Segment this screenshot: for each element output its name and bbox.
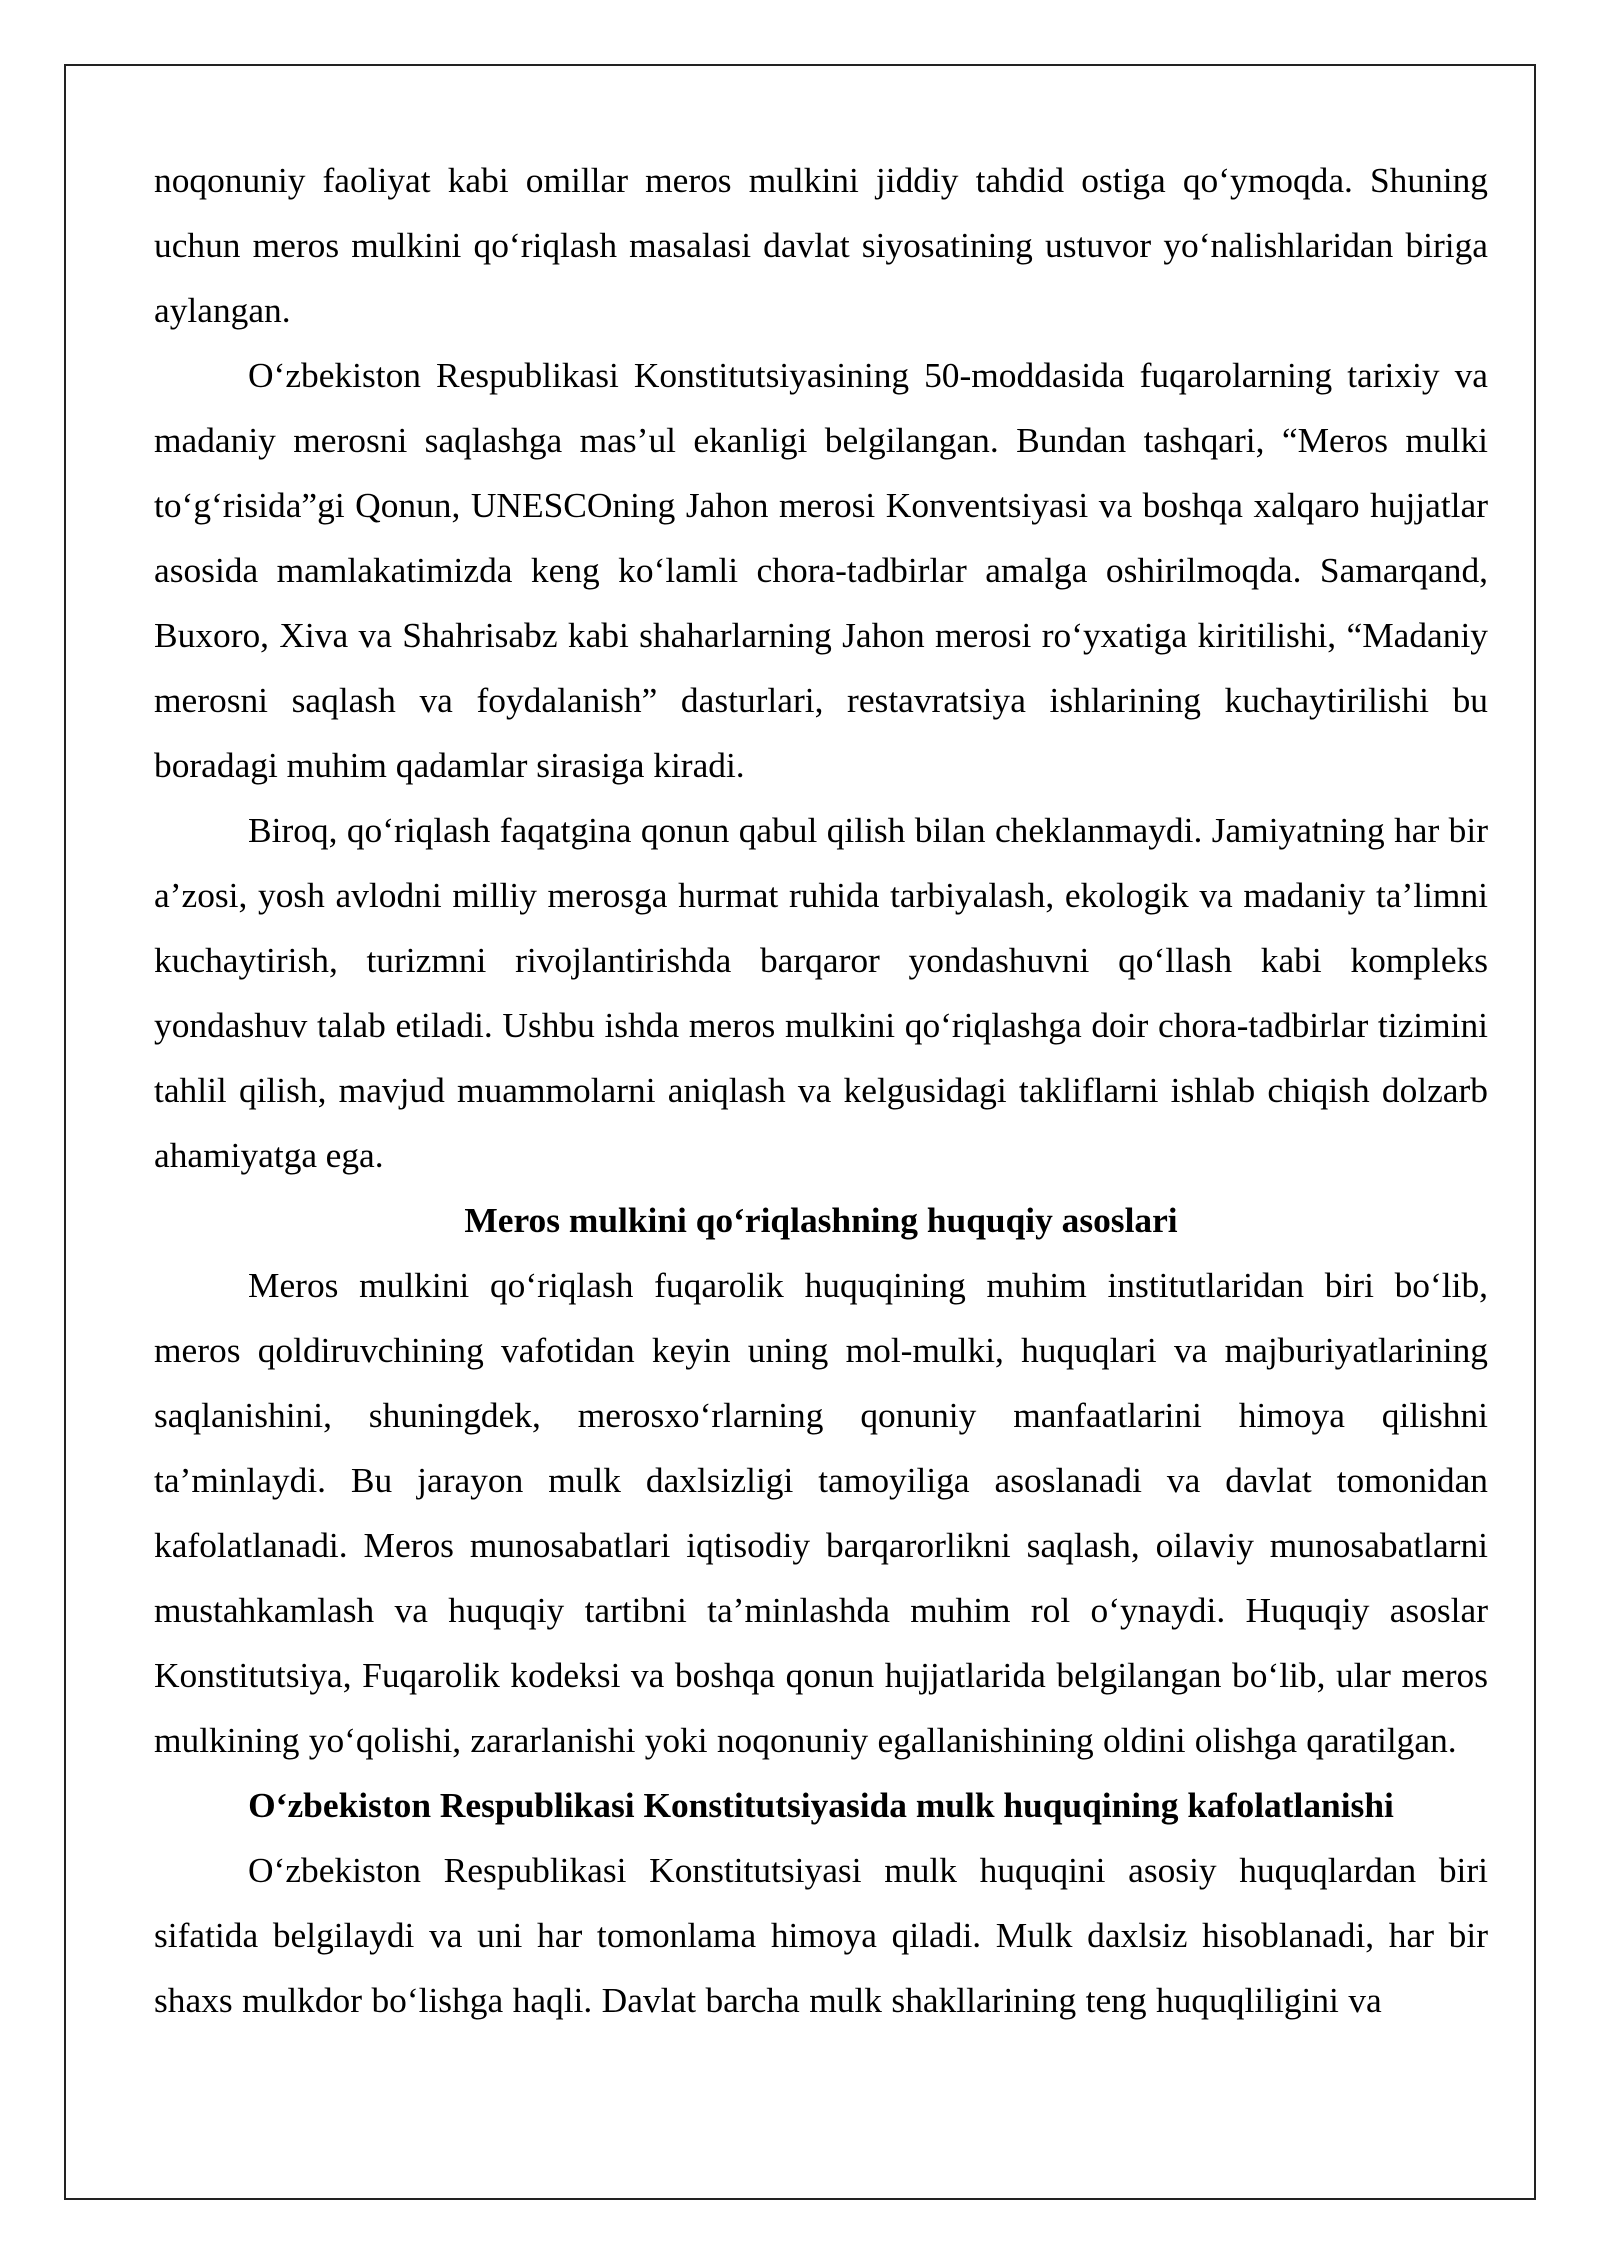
section-heading-legal-basis: Meros mulkini qo‘riqlashning huquqiy asoslari	[464, 1200, 1178, 1240]
section-heading-constitution: O‘zbekiston Respublikasi Konstitutsiyasida mulk huquqining kafolatlanishi	[248, 1785, 1394, 1825]
paragraph-4: Meros mulkini qo‘riqlash fuqarolik huquqining muhim institutlaridan biri bo‘lib, meros qoldiruvchining vafotidan keyin uning mol-mulki, huquqlari va majburiyatlarining saqlanishini, shuningdek, merosxo‘rlarning qonuniy manfaatlarini himoya qilishni ta’minlaydi. Bu jarayon mulk daxlsizligi tamoyiliga asoslanadi va davlat tomonidan kafolatlanadi. Meros munosabatlari iqtisodiy barqarorlikni saqlash, oilaviy munosabatlarni mustahkamlash va huquqiy tartibni ta’minlashda muhim rol o‘ynaydi. Huquqiy asoslar Konstitutsiya, Fuqarolik kodeksi va boshqa qonun hujjatlarida belgilangan bo‘lib, ular meros mulkining yo‘qolishi, zararlanishi yoki noqonuniy egallanishining oldini olishga qaratilgan.	[154, 1265, 1488, 1760]
document-body	[154, 148, 1488, 2033]
paragraph-3: Biroq, qo‘riqlash faqatgina qonun qabul qilish bilan cheklanmaydi. Jamiyatning har bir a’zosi, yosh avlodni milliy merosga hurmat ruhida tarbiyalash, ekologik va madaniy ta’limni kuchaytirish, turizmni rivojlantirishda barqaror yondashuvni qo‘llash kabi kompleks yondashuv talab etiladi. Ushbu ishda meros mulkini qo‘riqlashga doir chora-tadbirlar tizimini tahlil qilish, mavjud muammolarni aniqlash va kelgusidagi takliflarni ishlab chiqish dolzarb ahamiyatga ega.	[154, 810, 1488, 1175]
paragraph-5: O‘zbekiston Respublikasi Konstitutsiyasi mulk huquqini asosiy huquqlardan biri sifatida belgilaydi va uni har tomonlama himoya qiladi. Mulk daxlsiz hisoblanadi, har bir shaxs mulkdor bo‘lishga haqli. Davlat barcha mulk shakllarining teng huquqliligini va	[154, 1850, 1488, 2020]
paragraph-2: O‘zbekiston Respublikasi Konstitutsiyasining 50-moddasida fuqarolarning tarixiy va madaniy merosni saqlashga mas’ul ekanligi belgilangan. Bundan tashqari, “Meros mulki to‘g‘risida”gi Qonun, UNESCOning Jahon merosi Konventsiyasi va boshqa xalqaro hujjatlar asosida mamlakatimizda keng ko‘lamli chora-tadbirlar amalga oshirilmoqda. Samarqand, Buxoro, Xiva va Shahrisabz kabi shaharlarning Jahon merosi ro‘yxatiga kiritilishi, “Madaniy merosni saqlash va foydalanish” dasturlari, restavratsiya ishlarining kuchaytirilishi bu boradagi muhim qadamlar sirasiga kiradi.	[154, 355, 1488, 785]
paragraph-1: noqonuniy faoliyat kabi omillar meros mulkini jiddiy tahdid ostiga qo‘ymoqda. Shuning uchun meros mulkini qo‘riqlash masalasi davlat siyosatining ustuvor yo‘nalishlaridan biriga aylangan.	[154, 160, 1488, 330]
